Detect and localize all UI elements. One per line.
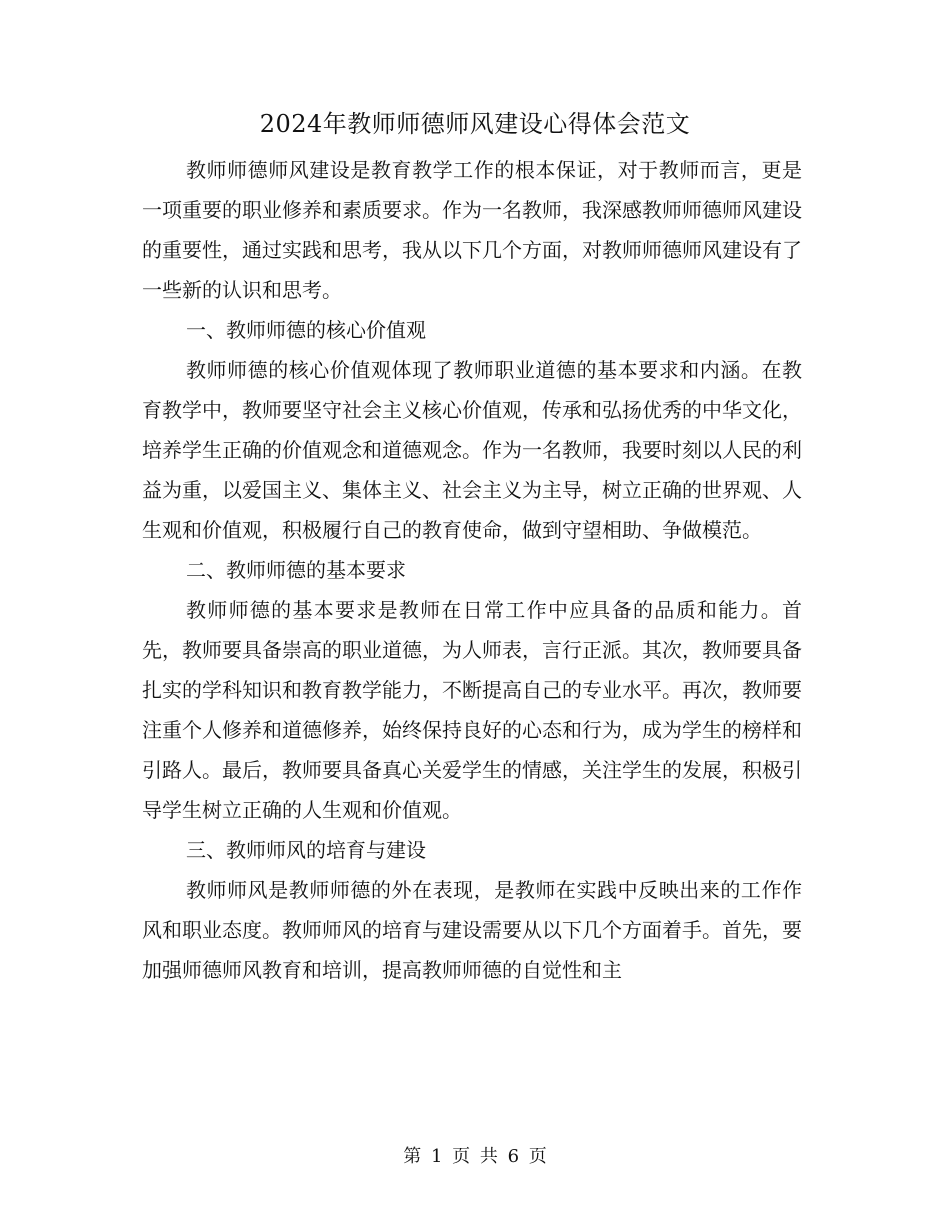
section-heading-2: 二、教师师德的基本要求: [186, 558, 406, 582]
section-2-paragraph: 教师师德的基本要求是教师在日常工作中应具备的品质和能力。首先，教师要具备崇高的职业道德，为人师表，言行正派。其次，教师要具备扎实的学科知识和教育教学能力，不断提高自己的专业水平。再次，教师要注重个人修养和道德修养，始终保持良好的心态和行为，成为学生的榜样和引路人。最后，教师要具备真心关爱学生的情感，关注学生的发展，积极引导学生树立正确的人生观和价值观。: [142, 598, 802, 822]
intro-paragraph: 教师师德师风建设是教育教学工作的根本保证，对于教师而言，更是一项重要的职业修养和素质要求。作为一名教师，我深感教师师德师风建设的重要性，通过实践和思考，我从以下几个方面，对教师师德师风建设有了一些新的认识和思考。: [142, 158, 802, 302]
section-3-paragraph: 教师师风是教师师德的外在表现，是教师在实践中反映出来的工作作风和职业态度。教师师风的培育与建设需要从以下几个方面着手。首先，要加强师德师风教育和培训，提高教师师德的自觉性和主: [142, 878, 802, 982]
section-heading-1: 一、教师师德的核心价值观: [186, 318, 426, 342]
section-heading-3: 三、教师师风的培育与建设: [186, 838, 426, 862]
section-1-paragraph: 教师师德的核心价值观体现了教师职业道德的基本要求和内涵。在教育教学中，教师要坚守社会主义核心价值观，传承和弘扬优秀的中华文化，培养学生正确的价值观念和道德观念。作为一名教师，我要时刻以人民的利益为重，以爱国主义、集体主义、社会主义为主导，树立正确的世界观、人生观和价值观，积极履行自己的教育使命，做到守望相助、争做模范。: [142, 358, 802, 542]
document-title: 2024年教师师德师风建设心得体会范文: [259, 110, 691, 138]
document-body: [142, 150, 802, 990]
page-number-footer: 第 1 页 共 6 页: [403, 1146, 547, 1167]
